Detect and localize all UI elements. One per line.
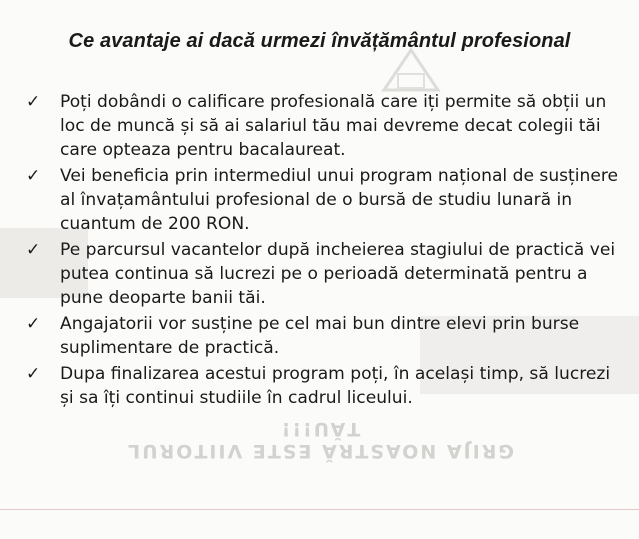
list-item-text: Poți dobândi o calificare profesională care iți permite să obții un loc de muncă și să ai salariul tău mai devreme decat colegii tăi care opteaza pentru bacalaureat.	[60, 92, 607, 160]
list-item-text: Pe parcursul vacantelor după incheierea stagiului de practică vei putea continua să lucrezi pe o perioadă determinată pentru a pune deoparte banii tăi.	[60, 240, 616, 308]
list-item	[22, 164, 622, 236]
list-item-text: Angajatorii vor susține pe cel mai bun dintre elevi prin burse suplimentare de practică.	[60, 314, 580, 358]
list-item	[22, 90, 622, 162]
check-icon: ✓	[26, 92, 41, 112]
list-item-text: Dupa finalizarea acestui program poți, în același timp, să lucrezi și sa îți continui studiile în cadrul liceului.	[60, 364, 611, 408]
show-through-slogan: GRIJA NOASTRĂ ESTE VIITORUL TĂU!!!	[126, 418, 514, 462]
check-icon: ✓	[26, 364, 41, 384]
list-item	[22, 238, 622, 310]
list-item	[22, 362, 622, 410]
check-icon: ✓	[26, 166, 41, 186]
check-icon: ✓	[26, 314, 41, 334]
check-icon: ✓	[26, 240, 41, 260]
list-item-text: Vei beneficia prin intermediul unui program național de susținere al învațamântului profesional de o bursă de studiu lunară in cuantum de 200 RON.	[60, 166, 619, 234]
list-item	[22, 312, 622, 360]
scan-edge-divider	[0, 509, 639, 510]
advantages-list	[22, 90, 622, 412]
page-title: Ce avantaje ai dacă urmezi învățământul profesional	[68, 30, 571, 52]
